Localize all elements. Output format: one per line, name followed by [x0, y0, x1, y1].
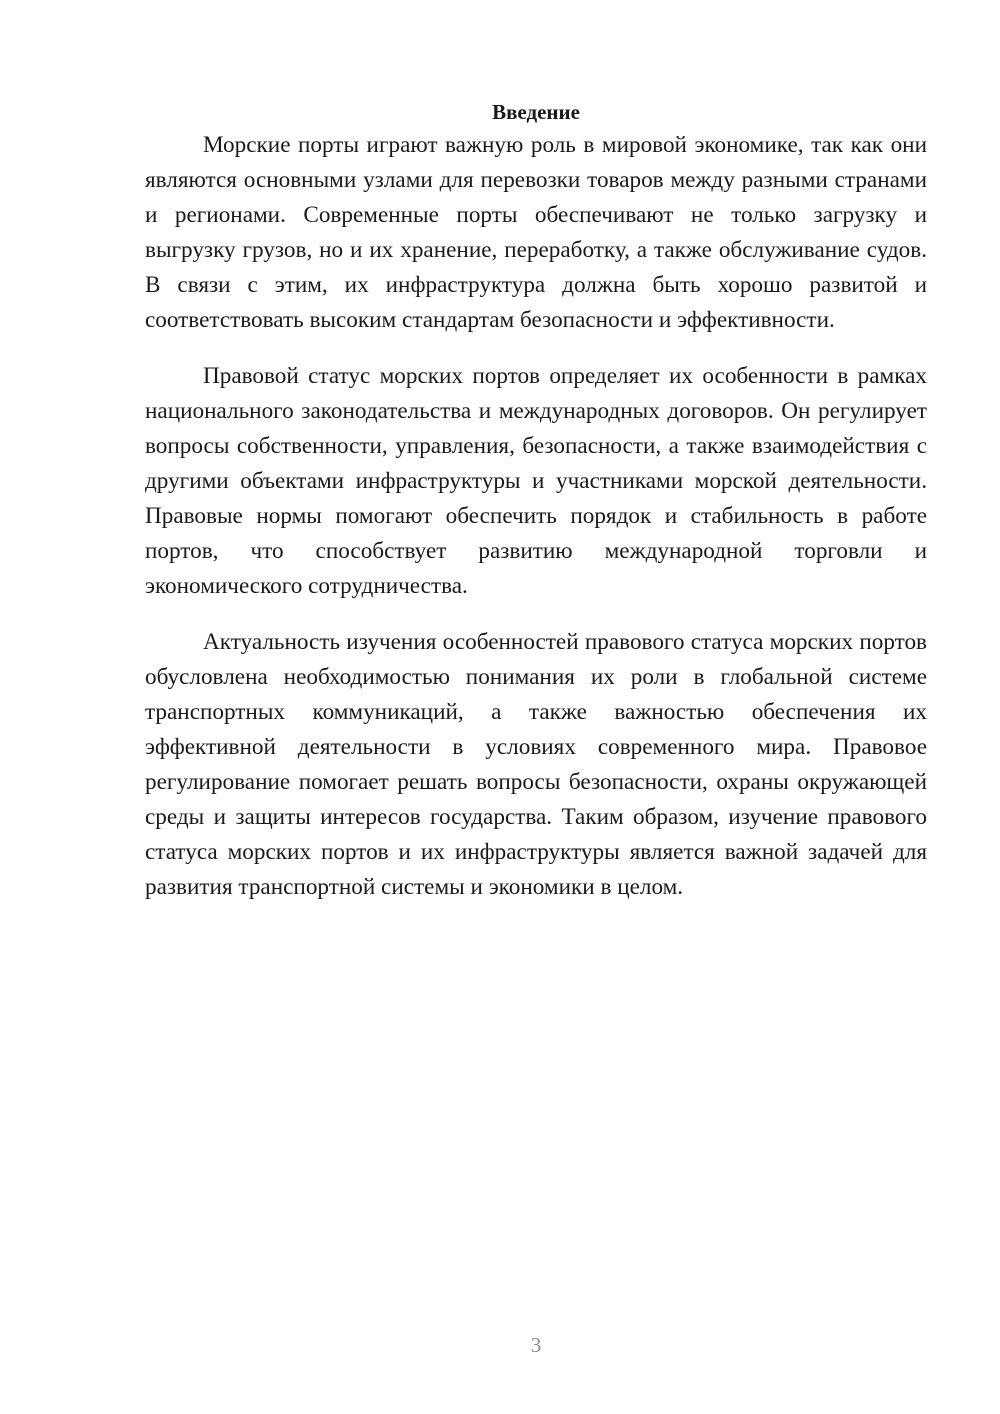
section-title: Введение: [492, 100, 580, 124]
paragraph-1: Морские порты играют важную роль в мировой экономике, так как они являются основными узлами для перевозки товаров между разными странами и регионами. Современные порты обеспечивают не только загрузку и выгрузку грузов, но и их хранение, переработку, а также обслуживание судов. В связи с этим, их инфраструктура должна быть хорошо развитой и соответствовать высоким стандартам безопасности и эффективности.: [145, 132, 927, 333]
page-content: [145, 96, 927, 905]
page-number: 3: [530, 1333, 542, 1357]
paragraph-2: Правовой статус морских портов определяет их особенности в рамках национального законодательства и международных договоров. Он регулирует вопросы собственности, управления, безопасности, а также взаимодействия с другими объектами инфраструктуры и участниками морской деятельности. Правовые нормы помогают обеспечить порядок и стабильность в работе портов, что способствует развитию международной торговли и экономического сотрудничества.: [145, 363, 927, 599]
paragraph-3: Актуальность изучения особенностей правового статуса морских портов обусловлена необходимостью понимания их роли в глобальной системе транспортных коммуникаций, а также важностью обеспечения их эффективной деятельности в условиях современного мира. Правовое регулирование помогает решать вопросы безопасности, охраны окружающей среды и защиты интересов государства. Таким образом, изучение правового статуса морских портов и их инфраструктуры является важной задачей для развития транспортной системы и экономики в целом.: [145, 629, 927, 900]
